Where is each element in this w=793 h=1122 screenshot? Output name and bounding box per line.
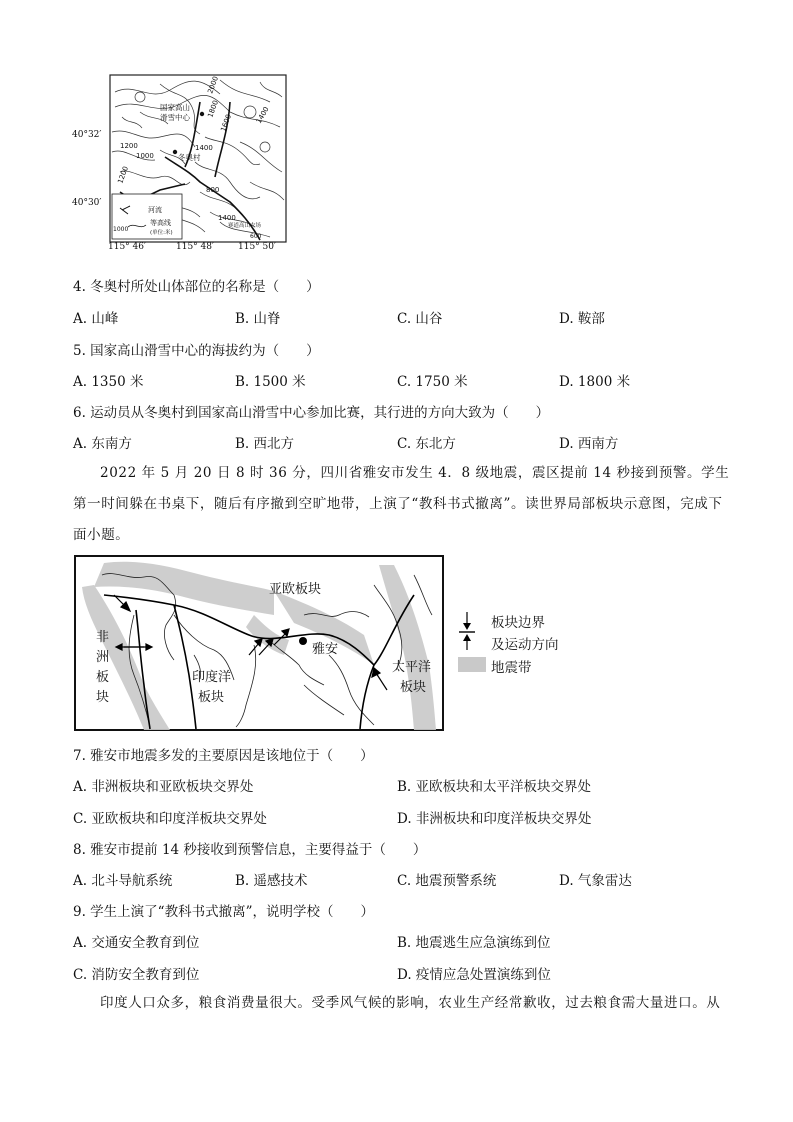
topo-site-alpine: 国家高山 bbox=[160, 103, 190, 112]
question-7-option-b[interactable]: B. 亚欧板块和太平洋板块交界处 bbox=[397, 779, 592, 795]
plate-label-africa-1: 非 bbox=[96, 630, 110, 645]
intro-paragraph-earthquake: 2022 年 5 月 20 日 8 时 36 分，四川省雅安市发生 4．8 级地震，震区提前 14 秒接到预警。学生第一时间躲在书桌下，随后有序撤到空旷地带，上演了“教科书式撤离”。读世界局部板块示意图，完成下面小题。 bbox=[73, 465, 730, 543]
contour-label: 1000 bbox=[136, 152, 154, 160]
question-6-option-b[interactable]: B. 西北方 bbox=[235, 436, 295, 452]
question-7-option-c[interactable]: C. 亚欧板块和印度洋板块交界处 bbox=[73, 811, 267, 827]
question-5-option-c[interactable]: C. 1750 米 bbox=[397, 374, 468, 390]
topo-site-village: 冬奥村 bbox=[178, 153, 201, 162]
question-8-option-b[interactable]: B. 遥感技术 bbox=[235, 873, 308, 889]
legend-contour: 等高线 bbox=[150, 219, 171, 227]
legend-boundary-2: 及运动方向 bbox=[491, 637, 559, 653]
question-4-option-c[interactable]: C. 山谷 bbox=[397, 311, 443, 327]
question-4-option-a[interactable]: A. 山峰 bbox=[73, 311, 119, 327]
question-4-option-d[interactable]: D. 鞍部 bbox=[559, 311, 605, 327]
legend-contour-sample: 1000 bbox=[113, 226, 129, 233]
lon-mid: 115° 48′ bbox=[176, 242, 215, 252]
plate-label-indian-2: 板块 bbox=[198, 690, 225, 705]
lat-top: 40°32′ bbox=[72, 130, 102, 140]
plate-label-africa-2: 洲 bbox=[96, 650, 110, 665]
legend-boundary-1: 板块边界 bbox=[491, 615, 545, 631]
legend-river: 河流 bbox=[148, 206, 162, 214]
contour-label: 1400 bbox=[195, 144, 213, 152]
plate-label-africa-3: 板 bbox=[96, 670, 110, 685]
contour-label: 1400 bbox=[218, 214, 236, 222]
question-7-stem: 7. 雅安市地震多发的主要原因是该地位于（ ） bbox=[73, 748, 374, 764]
question-5-option-a[interactable]: A. 1350 米 bbox=[73, 374, 144, 390]
contour-label: 1600 bbox=[219, 113, 233, 133]
question-5-stem: 5. 国家高山滑雪中心的海拔约为（ ） bbox=[73, 343, 320, 359]
question-7-option-d[interactable]: D. 非洲板块和印度洋板块交界处 bbox=[397, 811, 592, 827]
question-7-option-a[interactable]: A. 非洲板块和亚欧板块交界处 bbox=[73, 779, 254, 795]
question-9-option-a[interactable]: A. 交通安全教育到位 bbox=[73, 935, 200, 951]
question-4-stem: 4. 冬奥村所处山体部位的名称是（ ） bbox=[73, 279, 320, 295]
question-9-stem: 9. 学生上演了“教科书式撤离”，说明学校（ ） bbox=[73, 904, 374, 920]
plate-map bbox=[74, 555, 444, 731]
question-4-option-b[interactable]: B. 山脊 bbox=[235, 311, 281, 327]
intro-paragraph-india: 印度人口众多，粮食消费量很大。受季风气候的影响，农业生产经常歉收，过去粮食需大量进口。从 bbox=[100, 995, 721, 1011]
question-6-option-a[interactable]: A. 东南方 bbox=[73, 436, 132, 452]
contour-label: 1200 bbox=[120, 142, 138, 150]
topo-map bbox=[100, 72, 290, 262]
lat-bottom: 40°30′ bbox=[72, 198, 102, 208]
contour-label: 2000 bbox=[206, 75, 220, 95]
question-6-stem: 6. 运动员从冬奥村到国家高山滑雪中心参加比赛，其行进的方向大致为（ ） bbox=[73, 405, 550, 421]
contour-label: 800 bbox=[206, 186, 220, 194]
question-6-option-d[interactable]: D. 西南方 bbox=[559, 436, 619, 452]
question-9-option-d[interactable]: D. 疫情应急处置演练到位 bbox=[397, 967, 551, 983]
question-9-option-c[interactable]: C. 消防安全教育到位 bbox=[73, 967, 200, 983]
legend-quake-belt: 地震带 bbox=[491, 660, 532, 676]
contour-label: 1200 bbox=[116, 165, 130, 185]
legend-contour-unit: (单位:米) bbox=[150, 230, 173, 236]
question-6-option-c[interactable]: C. 东北方 bbox=[397, 436, 456, 452]
plate-label-pacific-1: 太平洋 bbox=[392, 660, 432, 675]
lon-left: 115° 46′ bbox=[108, 242, 147, 252]
question-5-option-b[interactable]: B. 1500 米 bbox=[235, 374, 306, 390]
topo-site-alpine-2: 滑雪中心 bbox=[160, 113, 190, 122]
topo-site-small: 赛道高山农场 bbox=[228, 223, 262, 229]
plate-label-eurasia: 亚欧板块 bbox=[269, 582, 322, 597]
question-8-stem: 8. 雅安市提前 14 秒接收到预警信息，主要得益于（ ） bbox=[73, 842, 427, 858]
plate-label-yaan: 雅安 bbox=[312, 642, 339, 657]
question-5-option-d[interactable]: D. 1800 米 bbox=[559, 374, 631, 390]
plate-label-indian-1: 印度洋 bbox=[192, 670, 232, 685]
question-9-option-b[interactable]: B. 地震逃生应急演练到位 bbox=[397, 935, 551, 951]
contour-label: 1400 bbox=[254, 105, 271, 125]
question-8-option-c[interactable]: C. 地震预警系统 bbox=[397, 873, 497, 889]
contour-label: 1800 bbox=[206, 99, 220, 119]
contour-label: 600 bbox=[250, 233, 262, 240]
question-8-option-a[interactable]: A. 北斗导航系统 bbox=[73, 873, 173, 889]
question-8-option-d[interactable]: D. 气象雷达 bbox=[559, 873, 632, 889]
lon-right: 115° 50′ bbox=[238, 242, 277, 252]
plate-label-africa-4: 块 bbox=[96, 690, 110, 705]
plate-label-pacific-2: 板块 bbox=[400, 680, 427, 695]
